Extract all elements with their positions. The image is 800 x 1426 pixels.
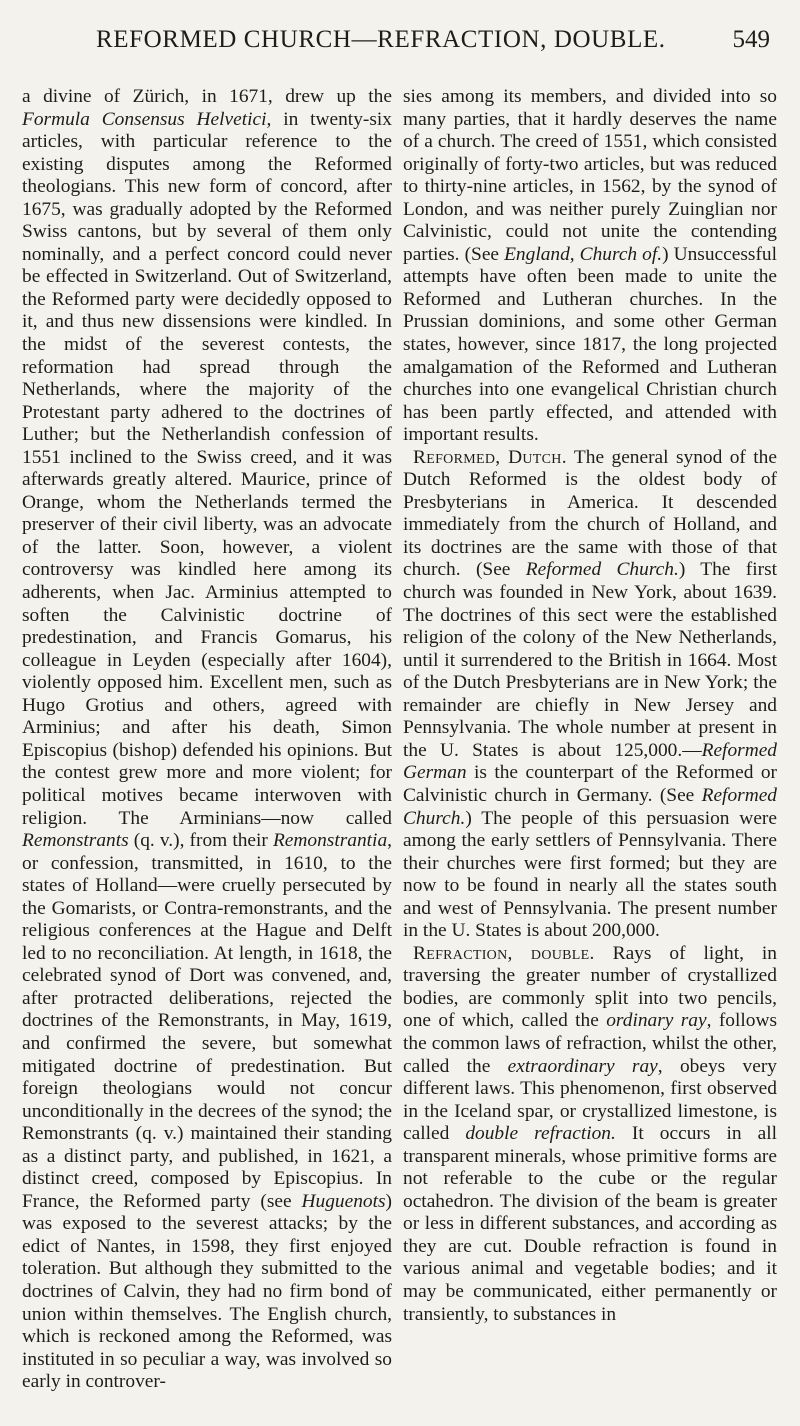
text-run: , in twenty-six articles, with particular reference to the existing disputes among the Reformed theologians. This new form of concord, after 1675, was gradually adopted by the Reformed Swiss cantons, but by several of them only nominally, and a perfect concord could never be effected in Switzerland. Out of Switzerland, the Reformed party were decidedly opposed to it, and thus new dissensions were kindled. In the midst of the severest contests, the reformation had spread through the Netherlands, where the majority of the Protestant party adhered to the doctrines of Luther; but the Netherlandish confession of 1551 inclined to the Swiss creed, and it was afterwards greatly altered. Maurice, prince of Orange, whom the Netherlands termed the preserver of their civil liberty, was an advocate of the latter. Soon, however, a violent controversy was kindled here among its adherents, when Jac. Arminius attempted to soften the Calvinistic doctrine of predestination, and Francis Gomarus, his colleague in Leyden (especially after 1604), violently opposed him. Excellent men, such as Hugo Grotius and others, agreed with Arminius; and after his death, Simon Episcopius (bishop) defended his opinions. But the contest grew more and more violent; for political motives became interwoven with religion. The Arminians—now called bbox=[22, 108, 392, 829]
text-run: , obeys very different laws. This phenomenon, first observed in the Iceland spar, or crystallized limestone, is called bbox=[403, 1055, 777, 1145]
text-run: , or confession, transmitted, in 1610, to the states of Holland—were cruelly persecuted by the Gomarists, or Contra-remonstrants, and the religious conferences at the Hague and Delft led to no reconciliation. At length, in 1618, the celebrated synod of Dort was convened, and, after protracted deliberations, rejected the doctrines of the Remonstrants, in May, 1619, and confirmed the severe, but somewhat mitigated doctrine of predestination. But foreign theologians would not concur unconditionally in the decrees of the synod; the Remonstrants (q. v.) maintained their standing as a distinct party, and published, in 1621, a distinct creed, composed by Episcopius. In France, the Reformed party (see bbox=[22, 830, 392, 1212]
italic-term: Remonstrants bbox=[22, 830, 129, 852]
text-run: ) was exposed to the severest attacks; by the edict of Nantes, in 1598, they first enjoyed toleration. But although they submitted to the doctrines of Calvin, they had no firm bond of union within themselves. The English church, which is reckoned among the Reformed, was instituted in so peculiar a way, was involved so early in controver- bbox=[22, 1190, 392, 1393]
italic-cross-reference: Huguenots bbox=[301, 1190, 386, 1212]
italic-cross-reference: England, Church of. bbox=[504, 243, 663, 265]
text-run: sies among its members, and divided into so many parties, that it hardly deserves the name of a church. The creed of 1551, which consisted originally of forty-two articles, but was reduced to thirty-nine articles, in 1562, by the synod of London, and was neither purely Zuinglian nor Calvinistic, could not unite the contending parties. (See bbox=[403, 86, 777, 265]
text-run: a divine of Zürich, in 1671, drew up the bbox=[22, 86, 392, 107]
paragraph bbox=[22, 86, 392, 1394]
entry-reformed-dutch bbox=[403, 447, 777, 943]
page-header bbox=[0, 26, 800, 66]
text-run: ) The first church was founded in New York, about 1639. The doctrines of this sect were the established religion of the colony of the New Netherlands, until it surrendered to the British in 1664. Most of the Dutch Presbyterians are in New York; the remainder are chiefly in New Jersey and Pennsylvania. The whole number at present in the U. States is about 125,000.— bbox=[403, 559, 777, 761]
italic-title: Formula Consensus Helvetici bbox=[22, 108, 267, 130]
text-run: is the counterpart of the Reformed or Calvinistic church in Germany. (See bbox=[403, 762, 777, 806]
page-number: 549 bbox=[732, 26, 770, 53]
italic-term: Remonstrantia bbox=[272, 830, 388, 852]
italic-cross-reference: Reformed Church. bbox=[403, 784, 777, 829]
entry-refraction-double bbox=[403, 943, 777, 1326]
entry-heading: Reformed, Dutch. bbox=[413, 446, 567, 468]
italic-term: double refraction. bbox=[465, 1123, 616, 1145]
italic-cross-reference: Reformed Church. bbox=[525, 559, 679, 581]
left-column bbox=[22, 86, 392, 1394]
text-run: (q. v.), from their bbox=[128, 830, 273, 852]
text-run: The general synod of the Dutch Reformed is the oldest body of Presbyterians in America. It descended immediately from the church of Holland, and its doctrines are the same with those of that church. (See bbox=[403, 446, 777, 581]
paragraph bbox=[403, 86, 777, 447]
text-run: ) The people of this persuasion were among the early settlers of Pennsylvania. There their churches were first formed; but they are now to be found in nearly all the states south and west of Pennsylvania. The present number in the U. States is about 200,000. bbox=[403, 807, 777, 942]
italic-term: Reformed German bbox=[403, 739, 777, 784]
right-column bbox=[403, 86, 777, 1326]
text-run: Rays of light, in traversing the greater number of crystallized bodies, are commonly split into two pencils, one of which, called the bbox=[403, 942, 778, 1032]
running-head: REFORMED CHURCH—REFRACTION, DOUBLE. bbox=[96, 26, 666, 53]
entry-heading: Refraction, double. bbox=[413, 942, 595, 964]
italic-term: extraordinary ray bbox=[507, 1055, 658, 1077]
text-run: ) Unsuccessful attempts have often been made to unite the Reformed and Lutheran churches. In the Prussian dominions, and some other German states, however, since 1817, the long projected amalgamation of the Reformed and Lutheran churches into one evangelical Christian church has been partly effected, and attended with important results. bbox=[403, 243, 777, 446]
text-run: It occurs in all transparent minerals, whose primitive forms are not referable to the cube or the regular octahedron. The division of the beam is greater or less in different substances, and according as they are cut. Double refraction is found in various animal and vegetable bodies; and it may be communicated, either permanently or transiently, to substances in bbox=[403, 1123, 777, 1325]
italic-term: ordinary ray bbox=[606, 1010, 707, 1032]
text-run: , follows the common laws of refraction, whilst the other, called the bbox=[403, 1010, 778, 1077]
